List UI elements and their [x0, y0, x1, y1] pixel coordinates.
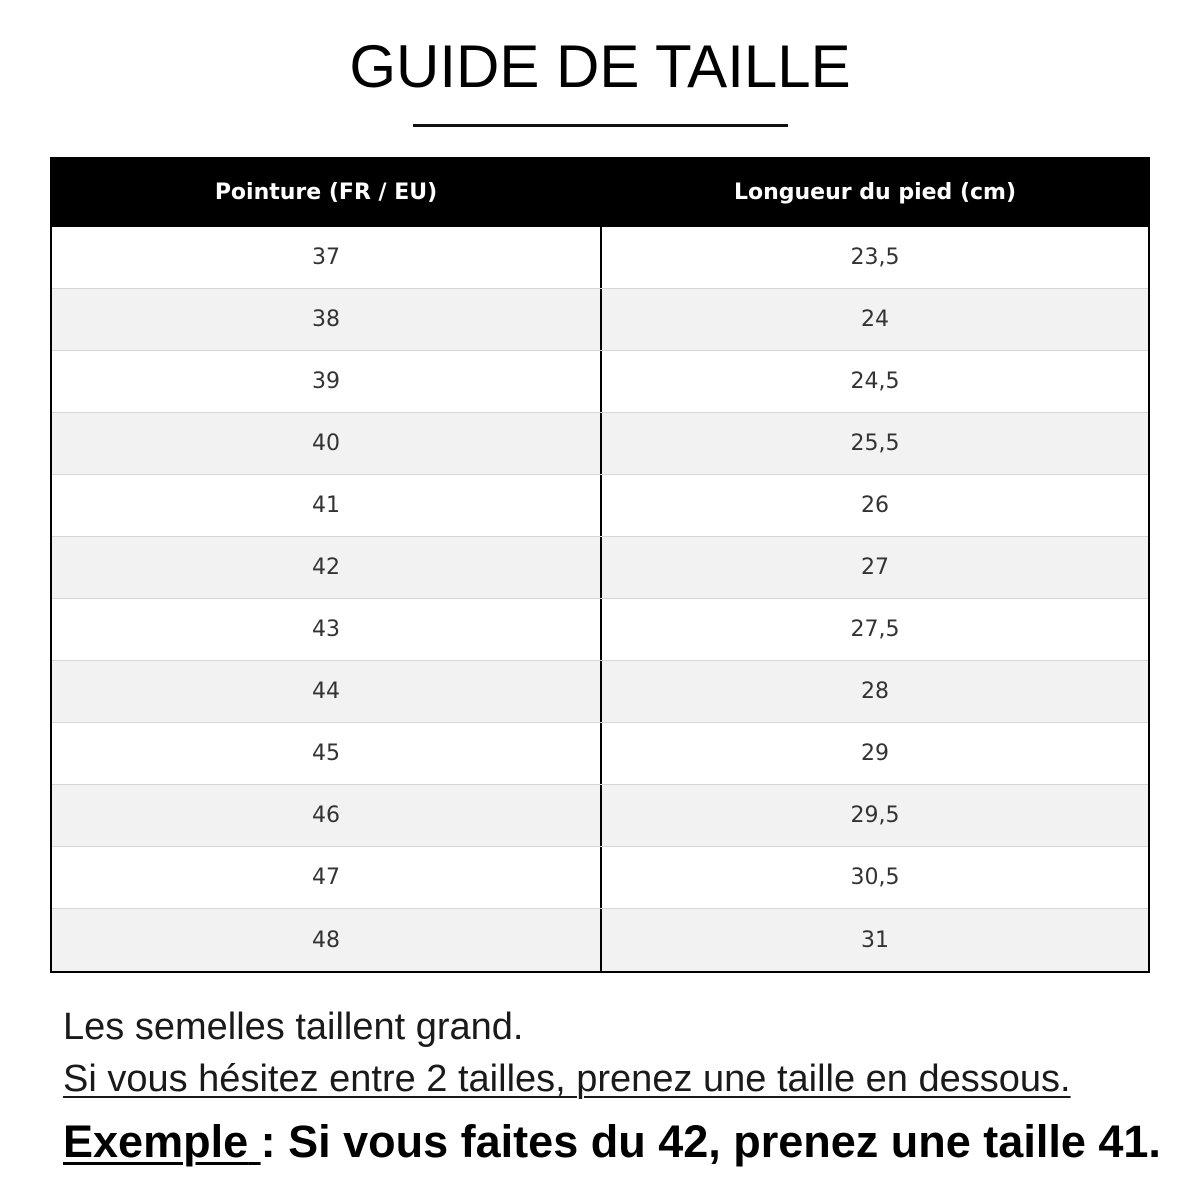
- table-row: [52, 413, 1148, 475]
- longueur-cell: 29,5: [850, 803, 900, 828]
- table-row: [52, 351, 1148, 413]
- pointure-cell: 47: [52, 847, 602, 908]
- title-divider: [413, 124, 788, 127]
- pointure-cell: 37: [52, 227, 602, 288]
- example-label: Exemple: [63, 1116, 249, 1167]
- pointure-cell: 39: [52, 351, 602, 412]
- longueur-cell: 26: [861, 493, 889, 518]
- longueur-cell: 27,5: [850, 617, 900, 642]
- table-row: [52, 227, 1148, 289]
- sizing-note: Les semelles taillent grand.: [63, 1006, 524, 1048]
- longueur-cell: 25,5: [850, 431, 900, 456]
- longueur-cell: 24: [861, 307, 889, 332]
- longueur-cell: 23,5: [850, 245, 900, 270]
- pointure-cell: 40: [52, 413, 602, 474]
- longueur-cell: 27: [861, 555, 889, 580]
- advice-note: Si vous hésitez entre 2 tailles, prenez une taille en dessous.: [63, 1058, 1071, 1100]
- pointure-cell: 43: [52, 599, 602, 660]
- table-row: [52, 661, 1148, 723]
- longueur-cell: 31: [861, 927, 889, 953]
- size-table: [50, 157, 1150, 973]
- pointure-cell: 45: [52, 723, 602, 784]
- table-row: [52, 847, 1148, 909]
- example-text: : Si vous faites du 42, prenez une taille 41.: [260, 1116, 1161, 1167]
- table-row: [52, 785, 1148, 847]
- table-row: [52, 909, 1148, 971]
- table-row: [52, 537, 1148, 599]
- longueur-cell: 30,5: [850, 865, 900, 890]
- pointure-cell: 38: [52, 289, 602, 350]
- longueur-cell: 24,5: [850, 369, 900, 394]
- pointure-cell: 44: [52, 661, 602, 722]
- pointure-cell: 48: [52, 909, 602, 971]
- longueur-header: Longueur du pied (cm): [733, 179, 1017, 205]
- longueur-cell: 28: [861, 679, 889, 704]
- table-row: [52, 289, 1148, 351]
- table-row: [52, 599, 1148, 661]
- table-row: [52, 723, 1148, 785]
- longueur-cell: 29: [861, 741, 889, 766]
- example-note: [63, 1116, 1161, 1167]
- pointure-header: Pointure (FR / EU): [52, 157, 602, 227]
- table-body: [52, 227, 1148, 971]
- table-header-row: [52, 157, 1148, 227]
- table-row: [52, 475, 1148, 537]
- pointure-cell: 46: [52, 785, 602, 846]
- pointure-cell: 42: [52, 537, 602, 598]
- page-title: GUIDE DE TAILLE: [349, 33, 851, 100]
- pointure-cell: 41: [52, 475, 602, 536]
